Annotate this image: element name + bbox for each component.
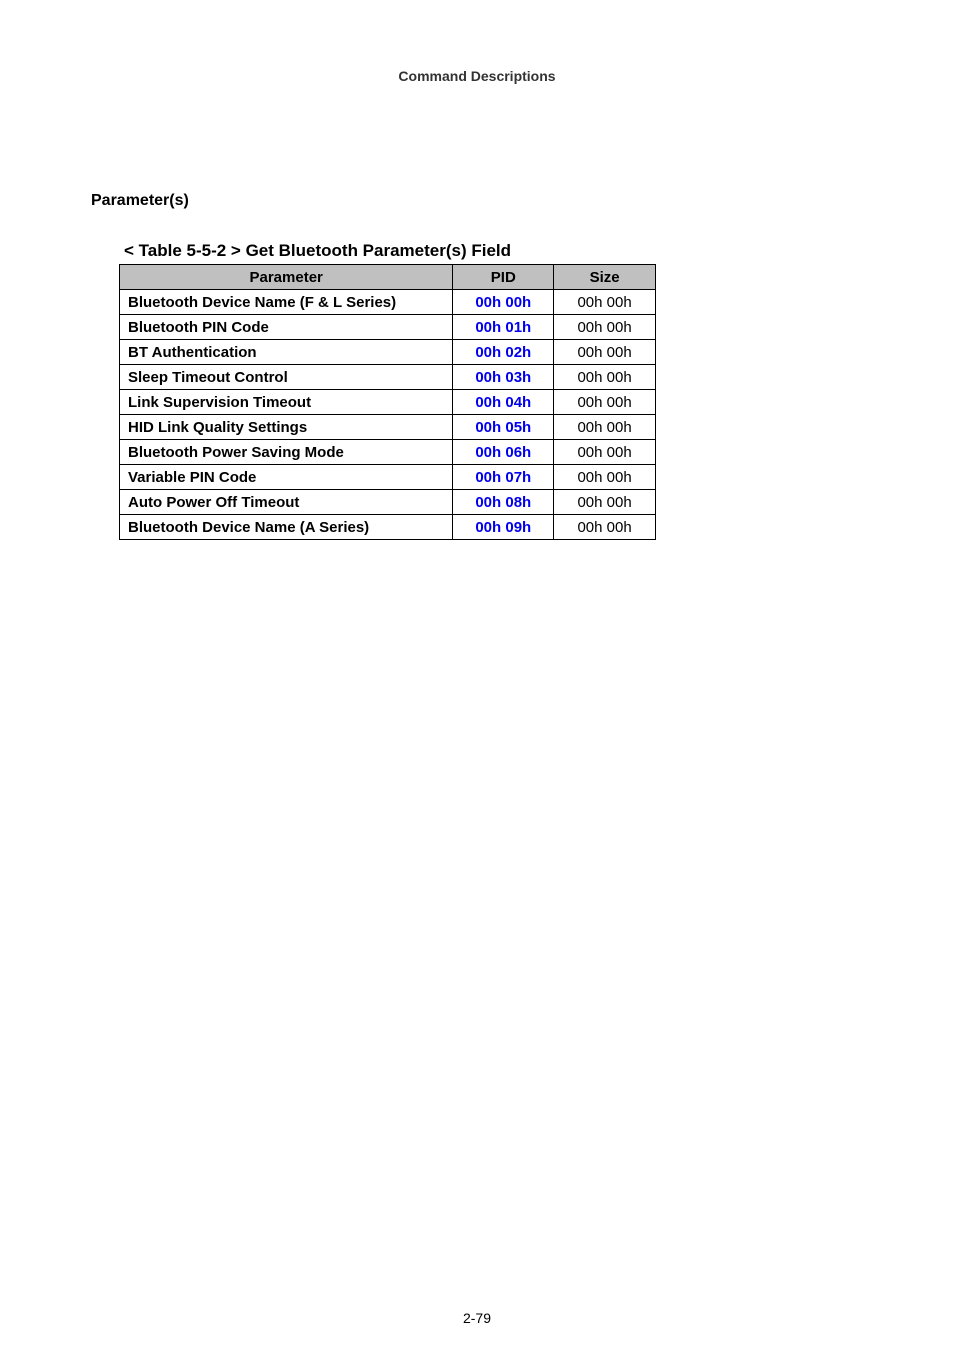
cell-size: 00h 00h [554,290,656,315]
table-row [120,315,656,340]
cell-pid: 00h 05h [453,415,554,440]
cell-pid: 00h 01h [453,315,554,340]
table-body [120,290,656,540]
cell-pid: 00h 03h [453,365,554,390]
cell-pid: 00h 00h [453,290,554,315]
cell-size: 00h 00h [554,490,656,515]
table-row [120,290,656,315]
column-header-pid: PID [453,265,554,290]
cell-pid: 00h 02h [453,340,554,365]
section-heading: Parameter(s) [91,192,189,209]
cell-parameter: Sleep Timeout Control [120,365,453,390]
table-row [120,340,656,365]
cell-size: 00h 00h [554,440,656,465]
cell-size: 00h 00h [554,415,656,440]
cell-parameter: HID Link Quality Settings [120,415,453,440]
cell-parameter: BT Authentication [120,340,453,365]
cell-parameter: Variable PIN Code [120,465,453,490]
cell-parameter: Link Supervision Timeout [120,390,453,415]
page-number: 2-79 [462,1310,492,1326]
table-caption: < Table 5-5-2 > Get Bluetooth Parameter(s) Field [124,241,512,260]
cell-size: 00h 00h [554,515,656,540]
cell-size: 00h 00h [554,390,656,415]
cell-size: 00h 00h [554,465,656,490]
cell-size: 00h 00h [554,365,656,390]
table-row [120,440,656,465]
table-row [120,365,656,390]
cell-parameter: Bluetooth Device Name (F & L Series) [120,290,453,315]
cell-parameter: Bluetooth PIN Code [120,315,453,340]
parameter-table [119,264,656,540]
table-row [120,415,656,440]
cell-size: 00h 00h [554,315,656,340]
cell-parameter: Bluetooth Device Name (A Series) [120,515,453,540]
cell-pid: 00h 09h [453,515,554,540]
cell-pid: 00h 06h [453,440,554,465]
cell-pid: 00h 08h [453,490,554,515]
table-row [120,515,656,540]
column-header-size: Size [554,265,656,290]
table-header-row [120,265,656,290]
cell-parameter: Auto Power Off Timeout [120,490,453,515]
table-row [120,465,656,490]
cell-pid: 00h 04h [453,390,554,415]
cell-pid: 00h 07h [453,465,554,490]
table-row [120,390,656,415]
cell-parameter: Bluetooth Power Saving Mode [120,440,453,465]
cell-size: 00h 00h [554,340,656,365]
column-header-parameter: Parameter [120,265,453,290]
table-header [120,265,656,290]
table-row [120,490,656,515]
running-header: Command Descriptions [398,68,556,84]
